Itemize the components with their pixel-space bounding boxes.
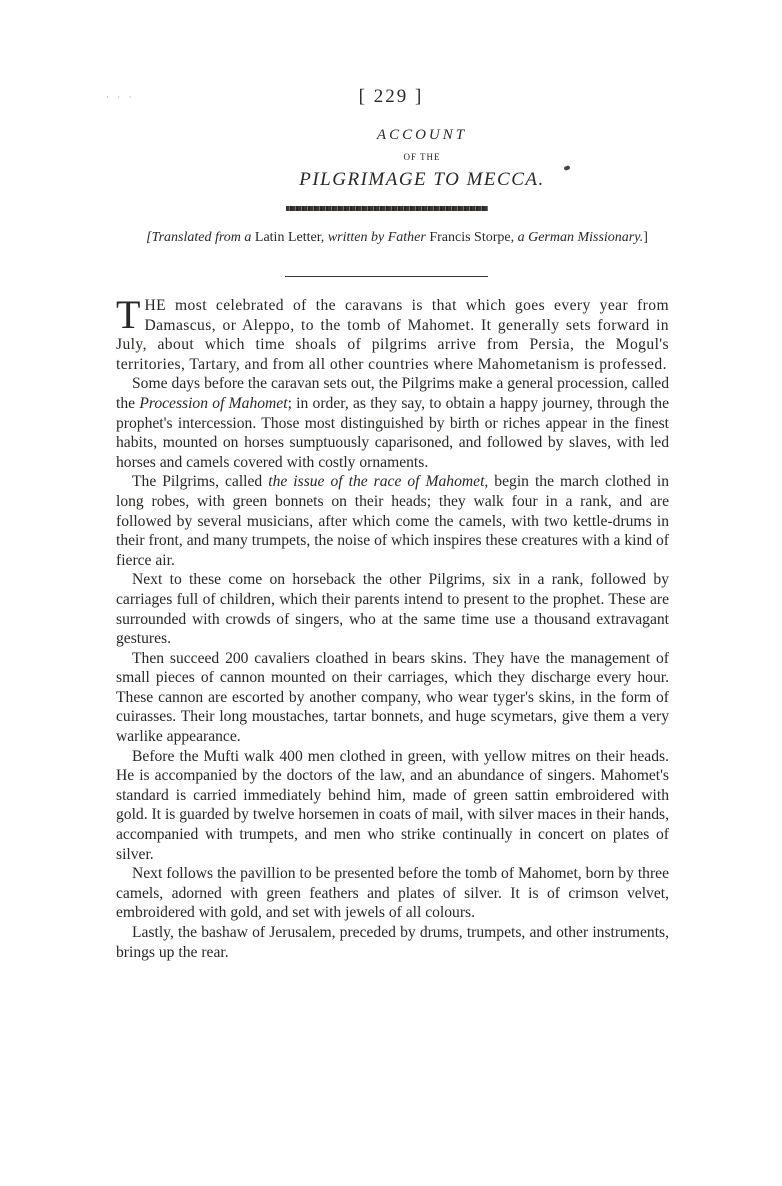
subtitle-part-b: Latin Letter, xyxy=(251,230,328,245)
page-number: [ 229 ] xyxy=(358,86,424,107)
subtitle-part-c: written by Father xyxy=(327,230,426,245)
paragraph-4: Next to these come on horseback the other Pilgrims, six in a rank, followed by carriages full of children, which their parents intend to present to the prophet. These are surrounded with crowds of singers, who at the same time use a thousand extravagant gestures. xyxy=(116,571,669,648)
title-account: ACCOUNT xyxy=(376,127,468,143)
paragraph-2-italic: Procession of Mahomet xyxy=(139,394,288,412)
article-body xyxy=(116,292,670,962)
subtitle-part-e: a German Missionary. xyxy=(517,230,644,245)
paragraph-2-text-b: ; in order, as they say, to obtain a happy journey, through the prophet's intercession. Those most distinguished by birth or riches appear in the finest habits, mounted on horses sumptuously caparisoned, and followed by slaves, with led horses and camels covered with costly ornaments. xyxy=(116,394,669,471)
subtitle-part-f: ] xyxy=(643,230,648,245)
paragraph-7: Next follows the pavillion to be presented before the tomb of Mahomet, born by three camels, adorned with green feathers and plates of silver. It is of crimson velvet, embroidered with gold, and set with jewels of all colours. xyxy=(116,865,669,922)
paragraph-1 xyxy=(116,292,669,374)
paragraph-2 xyxy=(116,374,669,472)
ornamental-rule xyxy=(286,206,488,211)
margin-specks: · · · xyxy=(106,92,135,102)
title-pilgrimage: PILGRIMAGE TO MECCA. xyxy=(299,169,545,190)
translation-note xyxy=(124,227,670,249)
paragraph-6: Before the Mufti walk 400 men clothed in green, with yellow mitres on their heads. He is accompanied by the doctors of the law, and an abundance of singers. Mahomet's standard is carried immediately behind him, made of green sattin embroidered with gold. It is guarded by twelve horsemen in coats of mail, with silver maces in their hands, accompanied with trumpets, and men who strike continually in concert on plates of silver. xyxy=(116,747,670,863)
paragraph-2-text-a: Some days before the caravan sets out, the Pilgrims make a general procession, called the xyxy=(116,375,669,412)
title-of-the: OF THE xyxy=(403,152,441,162)
subtitle-part-a: [Translated from a xyxy=(146,230,252,245)
paragraph-3-text-a: The Pilgrims, called xyxy=(132,473,269,491)
paragraph-3 xyxy=(116,472,669,570)
paragraph-8: Lastly, the bashaw of Jerusalem, preceded by drums, trumpets, and other instruments, brings up the rear. xyxy=(116,924,669,961)
drop-cap: T xyxy=(116,292,141,337)
subtitle-part-d: Francis Storpe, xyxy=(425,230,518,245)
paragraph-3-italic: the issue of the race of Mahomet xyxy=(268,473,485,491)
paragraph-1-text: HE most celebrated of the caravans is that which goes every year from Damascus, or Aleppo, to the tomb of Mahomet. It generally sets forward in July, about which time shoals of pilgrims arrive from Persia, the Mogul's territories, Tartary, and from all other countries where Mahometanism is professed. xyxy=(116,297,669,373)
paragraph-3-text-b: , begin the march clothed in long robes, with green bonnets on their heads; they walk four in a rank, and are followed by several musicians, after which come the camels, with two kettle-drums in their front, and many trumpets, the noise of which inspires these creatures with a kind of fierce air. xyxy=(116,473,669,569)
section-divider xyxy=(285,276,488,277)
paragraph-5: Then succeed 200 cavaliers cloathed in bears skins. They have the management of small pieces of cannon mounted on their carriages, which they discharge every hour. These cannon are escorted by another company, who wear tyger's skins, in the form of cuirasses. Their long moustaches, tartar bonnets, and huge scymetars, give them a very warlike appearance. xyxy=(116,649,669,746)
